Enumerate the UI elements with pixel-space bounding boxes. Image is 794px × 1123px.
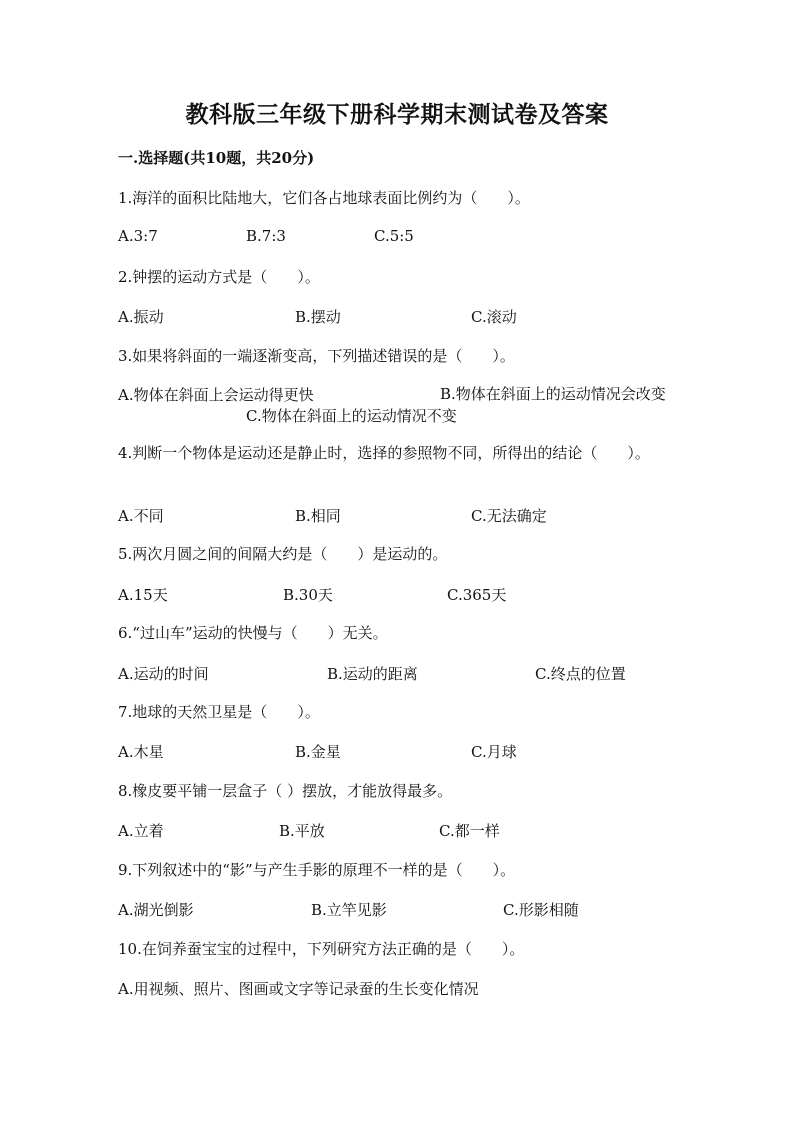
option-a: A.不同 xyxy=(118,507,164,525)
option-b: B.7:3 xyxy=(246,227,286,245)
option-c: C.无法确定 xyxy=(471,507,547,525)
option-c: C.月球 xyxy=(471,743,517,761)
option-b: B.金星 xyxy=(295,743,341,761)
option-c: C.滚动 xyxy=(471,308,517,326)
option-c: C.都一样 xyxy=(439,822,500,840)
question-stem: 9.下列叙述中的“影”与产生手影的原理不一样的是（ ）。 xyxy=(118,861,516,879)
option-a: A.湖光倒影 xyxy=(118,901,194,919)
option-a: A.振动 xyxy=(118,308,164,326)
option-c: C.终点的位置 xyxy=(535,665,626,683)
option-b-text: B.物体在斜面上的运动情况会改变 xyxy=(440,385,666,403)
option-a: A.木星 xyxy=(118,743,164,761)
option-c: C.形影相随 xyxy=(503,901,579,919)
question-stem: 8.橡皮要平铺一层盒子（ ）摆放，才能放得最多。 xyxy=(118,782,453,800)
option-b xyxy=(440,384,680,405)
option-b: B.平放 xyxy=(279,822,325,840)
option-a: A.立着 xyxy=(118,822,164,840)
question-stem: 10.在饲养蚕宝宝的过程中，下列研究方法正确的是（ ）。 xyxy=(118,940,525,958)
question-stem: 6.“过山车”运动的快慢与（ ）无关。 xyxy=(118,624,388,642)
question-stem: 7.地球的天然卫星是（ ）。 xyxy=(118,703,320,721)
question-stem: 5.两次月圆之间的间隔大约是（ ）是运动的。 xyxy=(118,545,448,563)
question-stem: 3.如果将斜面的一端逐渐变高，下列描述错误的是（ ）。 xyxy=(118,347,515,365)
option-b: B.30天 xyxy=(283,586,333,604)
option-a: A.3:7 xyxy=(118,227,158,245)
question-stem: 1.海洋的面积比陆地大，它们各占地球表面比例约为（ ）。 xyxy=(118,189,530,207)
option-c: C.5:5 xyxy=(374,227,414,245)
question-stem: 4.判断一个物体是运动还是静止时，选择的参照物不同，所得出的结论（ ）。 xyxy=(118,444,650,462)
option-c: C.365天 xyxy=(447,586,507,604)
option-a: A.用视频、照片、图画或文字等记录蚕的生长变化情况 xyxy=(118,980,479,998)
option-a: A.物体在斜面上会运动得更快 xyxy=(118,386,314,404)
option-b: B.运动的距离 xyxy=(327,665,418,683)
option-b: B.相同 xyxy=(295,507,341,525)
option-a: A.运动的时间 xyxy=(118,665,209,683)
question-stem: 2.钟摆的运动方式是（ ）。 xyxy=(118,268,320,286)
section-heading: 一.选择题(共10题，共20分) xyxy=(118,149,315,167)
option-b: B.立竿见影 xyxy=(311,901,387,919)
page-title: 教科版三年级下册科学期末测试卷及答案 xyxy=(185,101,609,128)
option-a: A.15天 xyxy=(118,586,168,604)
option-b: B.摆动 xyxy=(295,308,341,326)
option-c: C.物体在斜面上的运动情况不变 xyxy=(246,407,457,425)
